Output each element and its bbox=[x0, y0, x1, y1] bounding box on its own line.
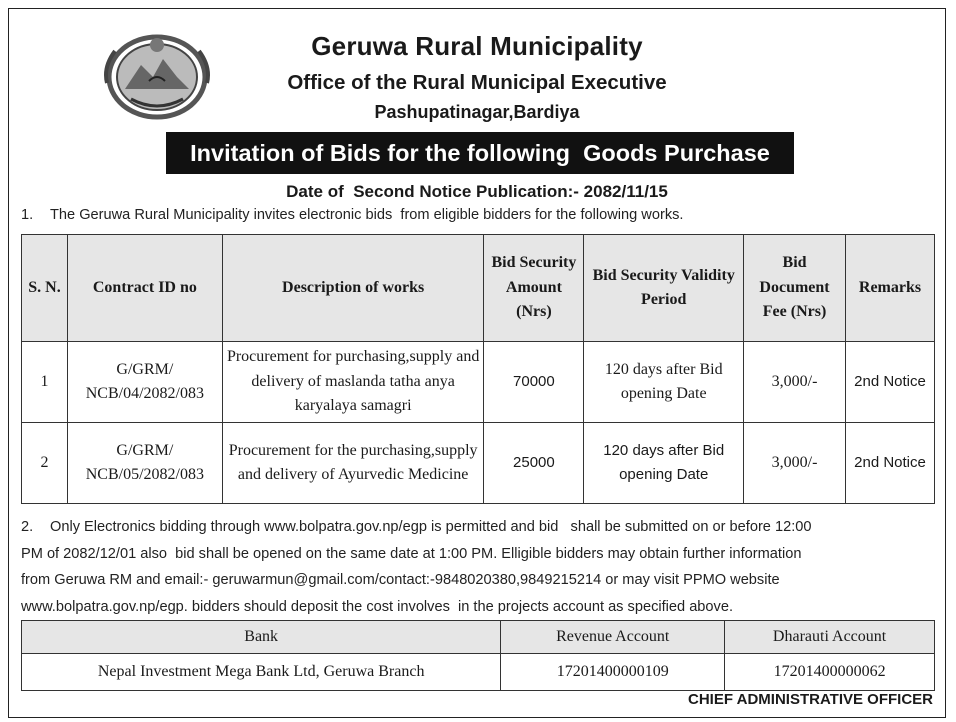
cell-validity: 120 days after Bid opening Date bbox=[584, 342, 744, 423]
paragraph-text: The Geruwa Rural Municipality invites electronic bids from eligible bidders for the following works. bbox=[50, 207, 684, 223]
table-header-row bbox=[22, 235, 935, 342]
header-validity-period: Bid Security Validity Period bbox=[584, 235, 744, 342]
invitation-banner: Invitation of Bids for the following Goods Purchase bbox=[166, 132, 794, 174]
cell-remarks: 2nd Notice bbox=[846, 423, 935, 504]
signatory: CHIEF ADMINISTRATIVE OFFICER bbox=[688, 691, 933, 708]
table-row bbox=[22, 342, 935, 423]
cell-description: Procurement for the purchasing,supply and delivery of Ayurvedic Medicine bbox=[222, 423, 484, 504]
header-bank: Bank bbox=[22, 621, 501, 654]
paragraph-2 bbox=[21, 514, 937, 620]
cell-amount: 70000 bbox=[484, 342, 584, 423]
header-remarks: Remarks bbox=[846, 235, 935, 342]
office-title: Office of the Rural Municipal Executive bbox=[287, 71, 667, 94]
paragraph-line: Only Electronics bidding through www.bolpatra.gov.np/egp is permitted and bid shall be submitted on or before 12:00 bbox=[50, 519, 812, 535]
paragraph-line: PM of 2082/12/01 also bid shall be opened on the same date at 1:00 PM. Elligible bidders may obtain further information bbox=[21, 545, 802, 562]
cell-contract-id: G/GRM/ NCB/05/2082/083 bbox=[67, 423, 222, 504]
bank-table bbox=[21, 620, 935, 691]
table-row bbox=[22, 423, 935, 504]
cell-revenue-account: 17201400000109 bbox=[501, 654, 725, 691]
paragraph-line: www.bolpatra.gov.np/egp. bidders should deposit the cost involves in the projects account as specified above. bbox=[21, 598, 734, 615]
cell-dharauti-account: 17201400000062 bbox=[725, 654, 935, 691]
cell-contract-id: G/GRM/ NCB/04/2082/083 bbox=[67, 342, 222, 423]
paragraph-number: 2. bbox=[21, 519, 34, 535]
cell-amount: 25000 bbox=[484, 423, 584, 504]
header-description: Description of works bbox=[222, 235, 484, 342]
bank-header-row bbox=[22, 621, 935, 654]
paragraph-number: 1. bbox=[21, 207, 34, 223]
works-table bbox=[21, 234, 935, 504]
paragraph-line: from Geruwa RM and email:- geruwarmun@gmail.com/contact:-9848020380,9849215214 or may visit PPMO website bbox=[21, 572, 780, 588]
location-text: Pashupatinagar,Bardiya bbox=[374, 102, 580, 122]
cell-sn: 2 bbox=[22, 423, 68, 504]
cell-fee: 3,000/- bbox=[744, 423, 846, 504]
bank-row bbox=[22, 654, 935, 691]
cell-sn: 1 bbox=[22, 342, 68, 423]
cell-validity: 120 days after Bid opening Date bbox=[584, 423, 744, 504]
publication-date: Date of Second Notice Publication:- 2082/11/15 bbox=[286, 182, 668, 201]
header-dharauti-account: Dharauti Account bbox=[725, 621, 935, 654]
cell-fee: 3,000/- bbox=[744, 342, 846, 423]
notice-page bbox=[8, 8, 946, 718]
header-bid-security-amount: Bid Security Amount (Nrs) bbox=[484, 235, 584, 342]
municipality-title: Geruwa Rural Municipality bbox=[311, 31, 643, 61]
header-contract-id: Contract ID no bbox=[67, 235, 222, 342]
cell-bank-name: Nepal Investment Mega Bank Ltd, Geruwa Branch bbox=[22, 654, 501, 691]
cell-description: Procurement for purchasing,supply and delivery of maslanda tatha anya karyalaya samagri bbox=[222, 342, 484, 423]
paragraph-1 bbox=[21, 207, 683, 223]
header-revenue-account: Revenue Account bbox=[501, 621, 725, 654]
header-document-fee: Bid Document Fee (Nrs) bbox=[744, 235, 846, 342]
header-sn: S. N. bbox=[22, 235, 68, 342]
cell-remarks: 2nd Notice bbox=[846, 342, 935, 423]
